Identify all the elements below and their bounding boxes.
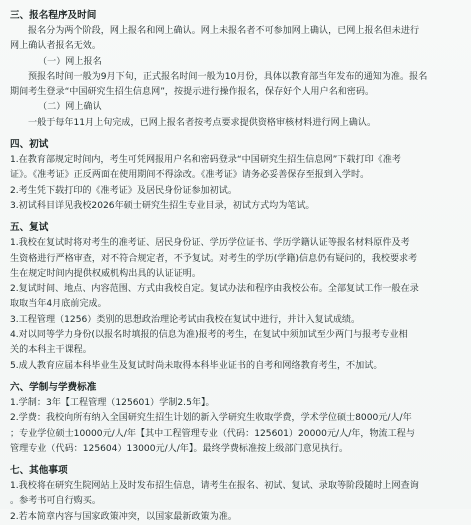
paragraph-line: 1.在教育部规定时间内，考生可凭网报用户名和密码登录“中国研究生招生信息网”下载打印《准考 [10,155,401,166]
paragraph-line: 3.工程管理（1256）类别的思想政治理论考试由我校在复试中进行，并计入复试成绩。 [10,314,361,325]
paragraph-line: 2.若本简章内容与国家政策冲突，以国家最新政策为准。 [10,511,237,522]
paragraph-line: 。参考书可自行购买。 [10,496,101,507]
paragraph-line: 报名分为两个阶段，网上报名和网上确认。网上未报名者不可参加网上确认，已网上报名但未进行 [28,26,420,36]
section-heading-registration: 三、报名程序及时间 [10,10,97,21]
paragraph-line: 生资格进行严格审查，对不符合规定者，不予复试。对考生的学历(学籍)信息仍有疑问的，我校要求考 [10,253,418,264]
paragraph-line: 1.我校在复试时将对考生的准考证、居民身份证、学历学位证书、学历学籍认证等报名材料原件及考 [10,238,410,249]
paragraph-line: ；专业学位硕士10000元/人/年【其中工程管理专业（代码：125601）20000元/人/年，物流工程与 [10,428,415,439]
paragraph-line: 网上确认者报名无效。 [10,41,101,52]
section-heading-other-matters: 七、其他事项 [10,465,68,477]
paragraph-line: 一般于每年11月上旬完成，已网上报名者按考点要求提供资格审核材料进行网上确认。 [28,117,377,128]
paragraph-line: 期间考生登录“中国研究生招生信息网”，按提示进行操作报名，保存好个人用户名和密码。 [10,87,375,98]
section-heading-preliminary-exam: 四、初试 [10,139,49,151]
paragraph-line: 2.学费：我校向所有纳入全国研究生招生计划的新入学研究生收取学费，学术学位硕士8000元/人/年 [10,413,412,424]
paragraph-line: 2.考生凭下载打印的《准考证》及居民身份证参加初试。 [10,185,237,196]
paragraph-line: 4.对以同等学力身份(以报名时填报的信息为准)报考的考生，在复试中须加试至少两门与报考专业相 [10,330,408,341]
paragraph-line: 预报名时间一般为9月下旬，正式报名时间一般为10月份，具体以教育部当年发布的通知为准。报名 [28,71,428,82]
paragraph-line: 取取当年4月底前完成。 [10,299,107,310]
paragraph-line: 5.成人教育应届本科毕业生及复试时尚未取得本科毕业证书的自考和网络教育考生，不加试。 [10,360,383,371]
paragraph-line: 1.我校将在研究生院网站上及时发布招生信息，请考生在报名、初试、复试、录取等阶段随时上网查询 [10,481,419,492]
paragraph-line: 关的本科主干课程。 [10,345,92,356]
paragraph-line: 证》。《准考证》正反两面在使用期间不得涂改。《准考证》请务必妥善保存至报到入学时。 [10,170,370,181]
section-heading-tuition: 六、学制与学费标准 [10,381,97,393]
paragraph-line: 生在规定时间内提供权威机构出具的认证证明。 [10,268,201,279]
paragraph-line: 1.学制：3年【工程管理（125601）学制2.5年】。 [10,397,215,408]
subsection-title-online-registration: （一）网上报名 [38,56,102,67]
paragraph-line: 2.复试时间、地点、内容范围、方式由我校自定。复试办法和程序由我校公布。全部复试工作一般在录 [10,284,419,295]
subsection-title-online-confirmation: （二）网上确认 [38,102,102,113]
section-heading-reexamination: 五、复试 [10,222,49,234]
paragraph-line: 3.初试科目详见我校2026年硕士研究生招生专业目录，初试方式均为笔试。 [10,200,315,211]
paragraph-line: 管理专业（代码：125604）13000元/人/年】。最终学费标准按上级部门意见执行。 [10,443,349,454]
